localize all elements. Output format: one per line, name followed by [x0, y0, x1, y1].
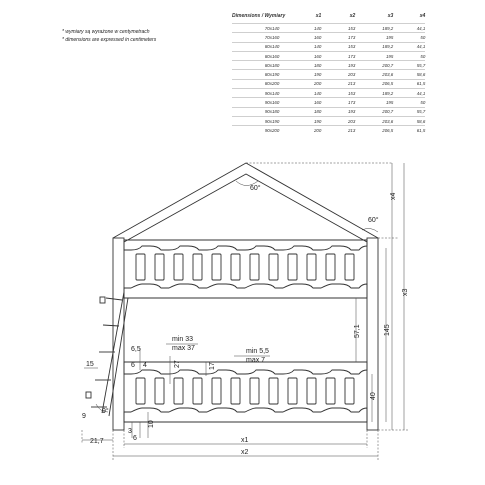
cell-x2: 153: [321, 42, 355, 51]
cell-x4: 44,1: [393, 24, 425, 33]
dimension-lines: [82, 163, 408, 460]
slat: [136, 378, 145, 404]
roof-inner: [124, 174, 367, 242]
slat: [231, 254, 240, 280]
label-6b: 6: [133, 435, 137, 442]
header-x1: x1: [315, 13, 322, 19]
cell-x3: 203,6: [355, 116, 393, 125]
cell-x3: 200,7: [355, 107, 393, 116]
cell-dimensions: 70x160: [232, 33, 293, 42]
cell-x2: 173: [321, 33, 355, 42]
label-15: 15: [86, 361, 94, 368]
slat: [288, 378, 297, 404]
cell-x2: 153: [321, 89, 355, 98]
cell-x1: 160: [293, 33, 321, 42]
cell-dimensions: 90x180: [232, 107, 293, 116]
cell-x4: 50: [393, 51, 425, 60]
label-x4: x4: [390, 192, 397, 200]
cell-x2: 153: [321, 24, 355, 33]
post-right: [367, 238, 378, 430]
label-x3: x3: [402, 288, 409, 296]
slat: [174, 254, 183, 280]
note-english: * dimensions are expressed in centimeters: [62, 37, 157, 43]
cell-dimensions: 90x200: [232, 126, 293, 135]
cell-dimensions: 80x140: [232, 42, 293, 51]
slat: [269, 254, 278, 280]
cell-x3: 206,5: [355, 126, 393, 135]
label-4: 4: [143, 362, 147, 369]
cell-dimensions: 80x190: [232, 70, 293, 79]
slat: [288, 254, 297, 280]
cell-x2: 193: [321, 107, 355, 116]
cell-x2: 193: [321, 61, 355, 70]
cell-x4: 61,5: [393, 126, 425, 135]
label-40: 40: [370, 392, 377, 400]
label-slat-min: min 5,5: [246, 348, 269, 355]
slat: [155, 378, 164, 404]
cell-x1: 190: [293, 116, 321, 125]
label-x2: x2: [241, 449, 249, 456]
cell-x1: 140: [293, 89, 321, 98]
slat: [212, 254, 221, 280]
cell-x4: 58,6: [393, 116, 425, 125]
ladder-hook: [100, 297, 105, 303]
slat: [345, 254, 354, 280]
cell-dimensions: 80x180: [232, 61, 293, 70]
cell-dimensions: 90x140: [232, 89, 293, 98]
label-3: 3: [128, 428, 132, 435]
label-571: 57,1: [354, 324, 361, 338]
cell-x3: 189,2: [355, 89, 393, 98]
cell-x4: 55,7: [393, 61, 425, 70]
cell-x1: 160: [293, 98, 321, 107]
cell-x3: 195: [355, 33, 393, 42]
cell-x2: 213: [321, 126, 355, 135]
cell-x4: 61,5: [393, 79, 425, 88]
slat: [193, 254, 202, 280]
cell-x4: 44,1: [393, 89, 425, 98]
label-x1: x1: [241, 437, 249, 444]
label-gap-min: min 33: [172, 336, 194, 343]
label-217: 21,7: [90, 438, 104, 445]
slat: [231, 378, 240, 404]
cell-x1: 190: [293, 70, 321, 79]
slat: [307, 378, 316, 404]
label-6: 6: [131, 362, 135, 369]
label-angle-9: 9°: [102, 408, 109, 415]
cell-x2: 213: [321, 79, 355, 88]
cell-x4: 44,1: [393, 42, 425, 51]
slat: [326, 254, 335, 280]
label-angle-roof: 60°: [250, 185, 261, 192]
header-x2: x2: [349, 13, 356, 19]
dimension-labels: [82, 184, 409, 456]
label-angle-side: 60°: [368, 217, 379, 224]
slat: [250, 378, 259, 404]
cell-x1: 140: [293, 24, 321, 33]
label-9: 9: [82, 413, 86, 420]
cell-dimensions: 90x190: [232, 116, 293, 125]
label-27: 27: [174, 360, 181, 368]
cell-x3: 195: [355, 98, 393, 107]
upper-rail-bottom: [124, 284, 367, 298]
slat: [326, 378, 335, 404]
note-polish: * wymiary są wyrażone w centymetrach: [62, 29, 150, 35]
cell-x1: 200: [293, 126, 321, 135]
cell-x1: 180: [293, 61, 321, 70]
cell-dimensions: 90x160: [232, 98, 293, 107]
cell-dimensions: 70x140: [232, 24, 293, 33]
label-slat-max: max 7: [246, 357, 266, 364]
slat: [345, 378, 354, 404]
cell-x2: 203: [321, 70, 355, 79]
slat: [155, 254, 164, 280]
slat: [174, 378, 183, 404]
cell-dimensions: 80x200: [232, 79, 293, 88]
cell-x4: 50: [393, 33, 425, 42]
cell-x3: 203,6: [355, 70, 393, 79]
cell-x4: 55,7: [393, 107, 425, 116]
cell-x2: 173: [321, 98, 355, 107]
cell-x1: 140: [293, 42, 321, 51]
cell-x4: 50: [393, 98, 425, 107]
cell-x4: 58,6: [393, 70, 425, 79]
slat: [212, 378, 221, 404]
header-x4: x4: [419, 13, 426, 19]
cell-dimensions: 80x160: [232, 51, 293, 60]
cell-x3: 189,2: [355, 24, 393, 33]
slat: [269, 378, 278, 404]
lower-rail-bottom: [124, 408, 367, 422]
cell-x3: 200,7: [355, 61, 393, 70]
bed-outline: [86, 163, 378, 430]
label-17: 17: [209, 362, 216, 370]
upper-rail-top: [124, 240, 367, 250]
cell-x2: 203: [321, 116, 355, 125]
cell-x1: 180: [293, 107, 321, 116]
label-65: 6,5: [131, 346, 141, 353]
cell-x3: 206,5: [355, 79, 393, 88]
label-10: 10: [148, 420, 155, 428]
header-dimensions: Dimensions / Wymiary: [232, 13, 286, 19]
slat: [193, 378, 202, 404]
slat: [250, 254, 259, 280]
header-x3: x3: [387, 13, 394, 19]
cell-x3: 195: [355, 51, 393, 60]
cell-x1: 200: [293, 79, 321, 88]
cell-x1: 160: [293, 51, 321, 60]
label-gap-max: max 37: [172, 345, 195, 352]
cell-x2: 173: [321, 51, 355, 60]
cell-x3: 189,2: [355, 42, 393, 51]
ladder-rung: [106, 298, 122, 300]
ladder-foot: [86, 392, 91, 398]
slat: [307, 254, 316, 280]
ladder-rung: [103, 325, 119, 326]
slat: [136, 254, 145, 280]
label-145: 145: [384, 324, 391, 336]
slat-group: [136, 254, 354, 404]
